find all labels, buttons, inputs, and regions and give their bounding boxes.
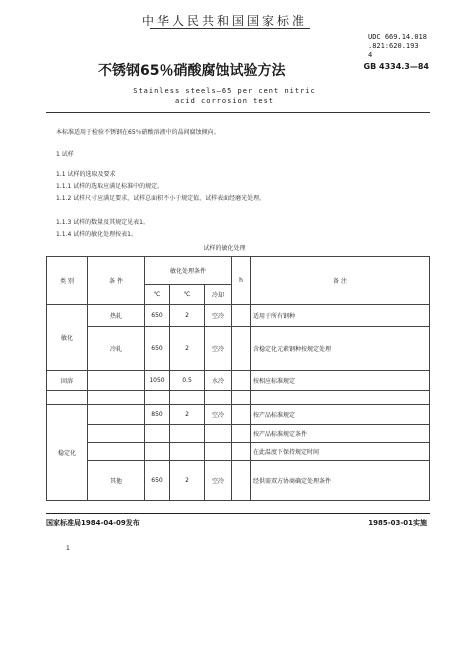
cell-time: 0.5 [170,371,205,391]
clause-1-1-2: 1.1.2 试样尺寸应满足要求，试样总面积不小于规定值，试样表面经磨光处理。 [56,195,266,202]
classification-codes [368,33,427,60]
cell-note: 适用于所有钢种 [251,305,430,327]
cell-temp: 650 [145,305,170,327]
clause-1-1: 1.1 试样的选取及要求 [56,171,116,178]
header-condition: 条 件 [88,257,145,305]
cell-time: 2 [170,305,205,327]
header-temp-2: ℃ [170,285,205,305]
header-type: 类 别 [47,257,88,305]
cell-condition: 热轧 [88,305,145,327]
english-title-line-2: acid corrosion test [174,97,275,105]
table-row [47,461,430,501]
cell-cool: 空冷 [205,461,232,501]
header-note: 备 注 [251,257,430,305]
table-row [47,327,430,371]
cell-time: 2 [170,461,205,501]
header-sensitization: 敏化处理条件 [145,257,232,285]
table-caption: 试样的敏化处理 [203,245,246,252]
header-temp: ℃ [145,285,170,305]
cell-type: 固溶 [47,371,88,391]
english-title-line-1: Stainless steels—65 per cent nitric [133,87,316,95]
header-cool: 冷却 [205,285,232,305]
table-row [47,305,430,327]
header-time: h [232,257,251,305]
cell-temp: 650 [145,461,170,501]
cell-type: 稳定化 [47,405,88,501]
section-1-heading: 1 试样 [56,151,74,158]
effective-date: 1985-03-01实施 [368,519,427,527]
cell-temp: 1050 [145,371,170,391]
udc-code-2: .821:620.193 [367,42,419,50]
cell-condition [88,371,145,391]
clause-1-1-4: 1.1.4 试样的敏化处理按表1。 [56,231,137,238]
cell-cool: 空冷 [205,405,232,425]
clause-1-1-3: 1.1.3 试样的数量及其规定见表1。 [56,219,149,226]
standard-number: GB 4334.3—84 [363,62,429,71]
table-row [47,371,430,391]
cell-type: 敏化 [47,305,88,371]
footer-rule [46,513,430,514]
cell-cool: 水冷 [205,371,232,391]
cell-cool: 空冷 [205,327,232,371]
cell-note: 按产品标准规定条件 [251,425,430,443]
cell-note: 按相应标准规定 [251,371,430,391]
cell-temp: 850 [145,405,170,425]
sensitization-table [46,256,430,501]
clause-1-1-1: 1.1.1 试样的选取应满足标准中的规定。 [56,183,164,190]
intro-paragraph: 本标准适用于检验不锈钢在65％硝酸溶液中的晶间腐蚀倾向。 [56,129,220,136]
table-row [47,443,430,461]
cell-note: 在此温度下保持规定时间 [251,443,430,461]
cell-time: 2 [170,327,205,371]
table-row [47,405,430,425]
table-row [47,391,430,405]
issuing-organization: 中华人民共和国国家标准 [141,14,307,28]
cell-cool: 空冷 [205,305,232,327]
english-title [0,86,449,106]
cell-condition: 冷轧 [88,327,145,371]
table-row [47,425,430,443]
publication-date: 国家标准局1984-04-09发布 [46,519,140,527]
cell-note: 经供需双方协商确定处理条件 [251,461,430,501]
cell-note: 含稳定化元素钢种按规定处理 [251,327,430,371]
cell-time: 2 [170,405,205,425]
udc-code-3: 4 [367,51,373,59]
header-rule [150,28,310,29]
udc-code: UDC 669.14.018 [367,33,427,41]
cell-note: 按产品标准规定 [251,405,430,425]
document-title: 不锈钢65％硝酸腐蚀试验方法 [98,63,286,79]
page-number: 1 [66,545,70,552]
cell-temp: 650 [145,327,170,371]
title-rule [46,112,430,113]
cell-condition: 其他 [88,461,145,501]
